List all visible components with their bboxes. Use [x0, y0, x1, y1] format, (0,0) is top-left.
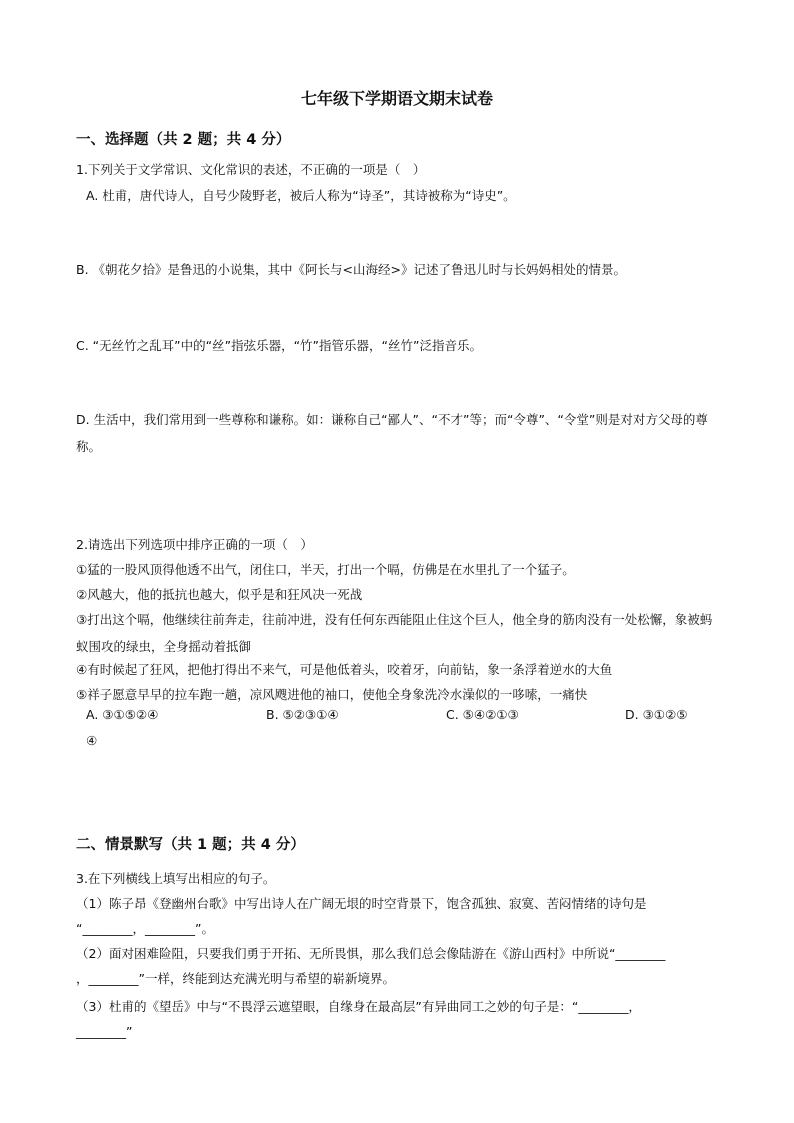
question-2-option-b: B. ⑤②③①④	[266, 707, 339, 722]
question-1-option-c: C. “无丝竹之乱耳”中的“丝”指弦乐器，“竹”指管乐器，“丝竹”泛指音乐。	[76, 338, 482, 353]
question-3-part-3: （3）杜甫的《望岳》中与“不畏浮云遮望眼，自缘身在最高层”有异曲同工之妙的句子是：“________，	[76, 999, 641, 1014]
question-1-stem: 1.下列关于文学常识、文化常识的表述，不正确的一项是（ ）	[76, 162, 426, 177]
question-2-option-d: D. ③①②⑤	[625, 707, 688, 722]
question-3-part-2-blanks: ，________”一样，终能到达充满光明与希望的崭新境界。	[76, 971, 395, 986]
question-3-part-1: （1）陈子昂《登幽州台歌》中写出诗人在广阔无垠的时空背景下，饱含孤独、寂寞、苦闷情绪的诗句是	[76, 896, 647, 911]
question-2-option-a: A. ③①⑤②④	[86, 707, 159, 722]
section-heading-choice: 一、选择题（共 2 题；共 4 分）	[76, 132, 291, 148]
question-3-part-1-blanks: “________，________”。	[76, 921, 214, 936]
question-3-part-2: （2）面对困难险阻，只要我们勇于开拓、无所畏惧，那么我们总会像陆游在《游山西村》中所说“________	[76, 946, 666, 961]
question-2-option-d-continued: ④	[86, 733, 98, 748]
question-3-stem: 3.在下列横线上填写出相应的句子。	[76, 871, 276, 886]
question-2-option-c: C. ⑤④②①③	[446, 707, 519, 722]
sentence-4: ④有时候起了狂风，把他打得出不来气，可是他低着头，咬着牙，向前钻，象一条浮着逆水的大鱼	[76, 662, 613, 677]
page-title: 七年级下学期语文期末试卷	[300, 89, 493, 108]
sentence-3: ③打出这个嗝，他继续往前奔走，往前冲进，没有任何东西能阻止住这个巨人，他全身的筋肉没有一处松懈，象被蚂蚁围攻的绿虫，全身摇动着抵御	[76, 612, 713, 654]
section-heading-dictation: 二、情景默写（共 1 题；共 4 分）	[76, 837, 305, 853]
question-1-option-a: A. 杜甫，唐代诗人，自号少陵野老，被后人称为“诗圣”，其诗被称为“诗史”。	[86, 188, 516, 203]
sentence-5: ⑤祥子愿意早早的拉车跑一趟，凉风飕进他的袖口，使他全身象洗冷水澡似的一哆嗦，一痛快	[76, 687, 588, 702]
question-1-option-d: D. 生活中，我们常用到一些尊称和谦称。如：谦称自己“鄙人”、“不才”等；而“令尊”、“令堂”则是对对方父母的尊称。	[76, 412, 708, 454]
question-2-stem: 2.请选出下列选项中排序正确的一项（ ）	[76, 537, 313, 552]
question-3-part-3-blanks: ________”	[76, 1024, 133, 1039]
sentence-1: ①猛的一股风顶得他透不出气，闭住口，半天，打出一个嗝，仿佛是在水里扎了一个猛子。	[76, 562, 575, 577]
sentence-2: ②风越大，他的抵抗也越大，似乎是和狂风决一死战	[76, 587, 363, 602]
question-1-option-b: B. 《朝花夕拾》是鲁迅的小说集，其中《阿长与<山海经>》记述了鲁迅儿时与长妈妈相处的情景。	[76, 262, 626, 277]
